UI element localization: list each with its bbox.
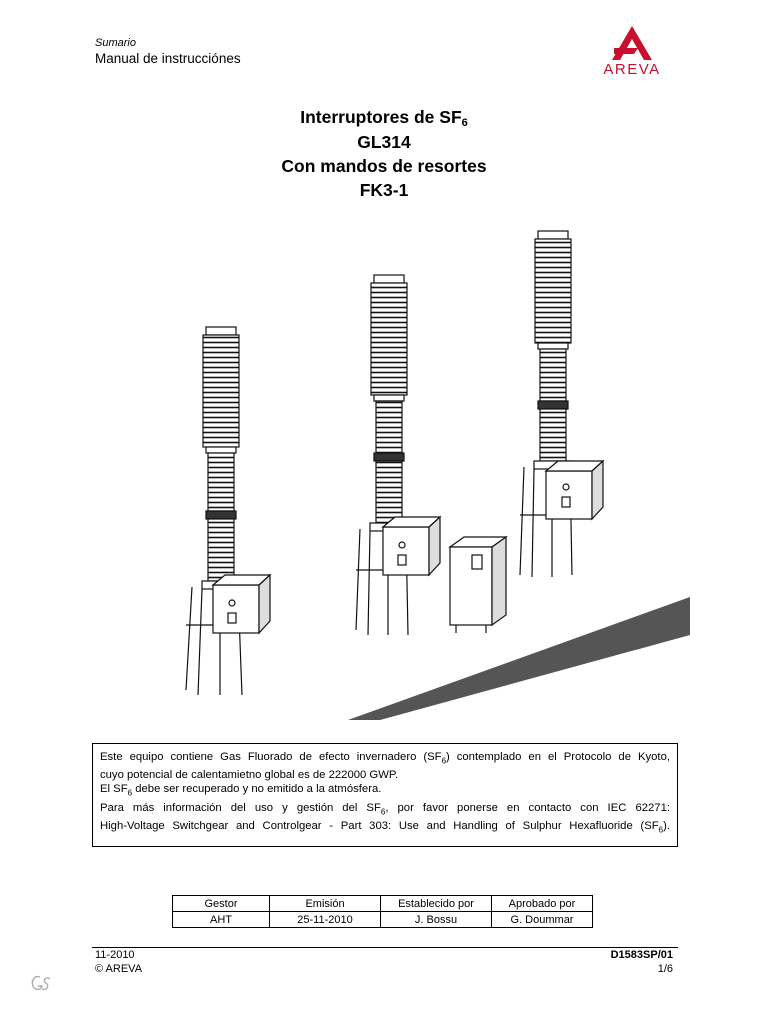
title-line-1: Interruptores de $SF_6$ (300, 107, 468, 129)
pole-right (520, 231, 603, 577)
table-header-aprobado: Aprobado por (492, 896, 593, 912)
table-value-emision: 25-11-2010 (270, 912, 381, 928)
title-line-4: FK3-1 (359, 180, 409, 200)
footer-page-number: 1/6 (657, 963, 673, 975)
title-line-2: GL314 (357, 132, 411, 152)
ground-strip (348, 597, 690, 720)
header-manual-title: Manual de instrucciónes (95, 51, 241, 66)
circuit-breaker-illustration (180, 225, 690, 725)
notice-line-3: El $SF_6$ debe ser recuperado y no emitido a la atmósfera. (100, 783, 382, 798)
notice-line-4: Para más información del uso y gestión del $SF_6$, por favor ponerse en contacto con IEC 62271: (100, 801, 670, 816)
table-value-gestor: AHT (173, 912, 270, 928)
areva-logo-text: AREVA (603, 61, 661, 78)
approval-table (172, 895, 593, 928)
sf6-notice-box (92, 743, 678, 847)
footer-divider (92, 947, 678, 948)
pole-middle (356, 275, 440, 635)
table-header-emision: Emisión (270, 896, 381, 912)
table-value-aprobado: G. Doummar (492, 912, 593, 928)
approval-table-value-row (173, 912, 593, 928)
footer-doc-code: D1583SP/01 (610, 949, 673, 961)
footer-date: 11-2010 (95, 949, 135, 961)
pole-left (186, 327, 270, 695)
notice-line-5: High-Voltage Switchgear and Controlgear - Part 303: Use and Handling of Sulphur Hexafluoride $(SF_6)$. (100, 819, 670, 834)
gs-watermark-icon (28, 972, 54, 996)
table-value-establecido: J. Bossu (381, 912, 492, 928)
approval-table-header-row (173, 896, 593, 912)
control-cabinet (450, 537, 506, 633)
header-section: Sumario (95, 37, 136, 49)
table-header-gestor: Gestor (173, 896, 270, 912)
title-line-3: Con mandos de resortes (281, 156, 487, 176)
table-header-establecido: Establecido por (381, 896, 492, 912)
notice-line-1: Este equipo contiene Gas Fluorado de efecto invernadero $(SF_6)$ contemplado en el Protocolo de Kyoto, (100, 751, 670, 766)
notice-line-2: cuyo potencial de calentamietno global es de 222000 GWP. (100, 769, 399, 782)
footer-copyright: © AREVA (95, 963, 143, 975)
